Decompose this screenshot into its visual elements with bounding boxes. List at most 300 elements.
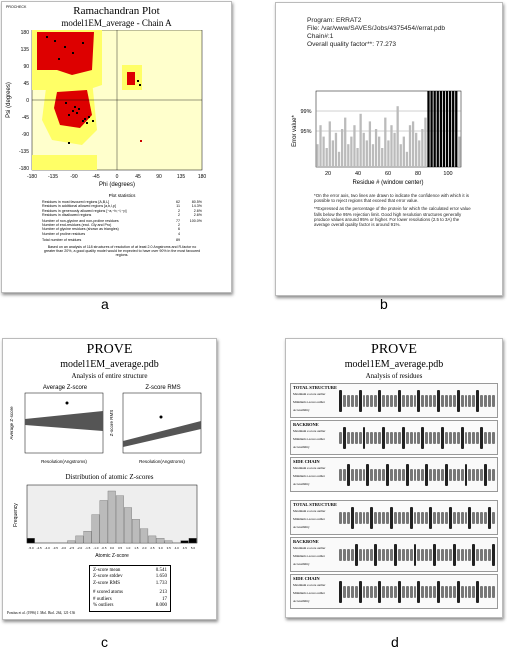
residue-cell (363, 395, 366, 407)
stats-label: Total number of residues (42, 237, 82, 242)
svg-text:135: 135 (176, 174, 186, 180)
residue-cell (437, 432, 440, 444)
svg-text:45: 45 (135, 174, 141, 180)
residue-cell (472, 469, 475, 481)
residue-cell (390, 549, 393, 561)
residue-cell (421, 469, 424, 481)
residue-cell (465, 395, 468, 407)
row-label: Accessibility (293, 599, 310, 603)
plot-statistics (42, 194, 202, 258)
residue-cell (363, 586, 366, 598)
errat-note-1: *On the error axis, two lines are drawn to indicate the confidence with which it is possible to reject regions that exceed that error value. (314, 193, 469, 204)
svg-text:-180: -180 (26, 174, 38, 180)
residue-cell (465, 512, 468, 524)
residue-cell (492, 469, 495, 481)
errat-bar (434, 91, 436, 167)
residue-cell (414, 586, 417, 598)
residue-cell (398, 390, 401, 412)
row-label: Minimum z-score outlier (293, 437, 325, 441)
errat-bar (400, 144, 402, 167)
residue-cell (351, 549, 354, 561)
zscore-plots (3, 381, 216, 471)
svg-text:-90: -90 (70, 174, 78, 180)
stats-pct: 100.0% (189, 219, 202, 224)
dist-bar (181, 541, 189, 543)
residue-cell (355, 512, 358, 524)
dist-bar (132, 519, 140, 543)
errat-bar (381, 148, 383, 167)
line-99-label: 99% (300, 109, 312, 115)
residue-cell (472, 544, 475, 566)
dist-bar (140, 529, 148, 543)
residue-cell (488, 507, 491, 529)
stats-row (42, 238, 202, 242)
prove-stat-label: # outliers (93, 596, 112, 602)
residue-cell (366, 512, 369, 524)
ramachandran-plot (2, 30, 231, 190)
stats-label: Residues in disallowed regions (42, 212, 92, 217)
row-label: Maximum z-score outlier (293, 546, 326, 550)
row-label: Maximum z-score outlier (293, 509, 326, 513)
residue-cell (390, 395, 393, 407)
residue-cell (417, 549, 420, 561)
residue-cell (359, 549, 362, 561)
prove-stat-value: 0.541 (155, 568, 167, 573)
prove-stat-label: Z-score RMS (93, 580, 121, 586)
stats-count: 4 (178, 231, 180, 236)
residue-cell (386, 432, 389, 444)
residue-cell (363, 469, 366, 481)
dist-bar (76, 536, 84, 543)
residue-cell (429, 549, 432, 561)
errat-bar (338, 152, 340, 167)
residue-cell (402, 549, 405, 561)
residue-cell (347, 464, 350, 486)
residue-cell (347, 432, 350, 444)
residue-cell (370, 586, 373, 598)
residue-cell (425, 512, 428, 524)
residue-cell (394, 395, 397, 407)
dist-tick: -0.5 (101, 546, 107, 550)
residue-cell (378, 512, 381, 524)
caption-d: d (391, 634, 399, 650)
residue-cell (351, 507, 354, 529)
stats-pct: 14.3% (191, 204, 202, 209)
prove-stat-value: 1.650 (155, 574, 167, 580)
residue-cell (488, 549, 491, 561)
residue-cell (394, 544, 397, 566)
section-label: TOTAL STRUCTURE (293, 502, 337, 507)
stats-label: Residues in most favoured regions [A,B,L] (42, 200, 110, 205)
errat-ylabel: Error value* (292, 115, 298, 147)
residue-cell (425, 549, 428, 561)
stats-count: 62 (176, 200, 180, 205)
dist-bar (92, 515, 100, 543)
residue-cell (355, 469, 358, 481)
residue-cell (445, 395, 448, 407)
residue-cell (465, 464, 468, 486)
avg-zscore-ylabel: Average Z-score (9, 406, 14, 440)
residue-cell (402, 586, 405, 598)
errat-note-2: **Expressed as the percentage of the protein for which the calculated error value falls below the 95% rejection limit. Good high resolution structures generally produce values around 95% or higher. For lower resolutions (2.5 to 3A) the average overall quality factor is around 91%. (314, 206, 471, 228)
residue-cell (480, 512, 483, 524)
stats-pct (180, 232, 202, 236)
residue-section (290, 420, 498, 455)
residue-strip (339, 461, 495, 488)
errat-bar (415, 133, 417, 167)
residue-cell (351, 469, 354, 481)
residue-cell (406, 395, 409, 407)
svg-text:90: 90 (156, 174, 162, 180)
residue-cell (433, 512, 436, 524)
section-label: SIDE CHAIN (293, 459, 320, 464)
svg-text:-180: -180 (18, 166, 29, 172)
svg-text:180: 180 (20, 30, 29, 36)
residue-cell (343, 469, 346, 481)
stats-count: 2 (178, 223, 180, 228)
rms-zscore-xlabel: Resolution(Angstroms) (139, 459, 185, 464)
stats-label: Number of non-glycine and non-proline residues (42, 219, 119, 224)
errat-bar (378, 137, 380, 167)
residue-cell (480, 586, 483, 598)
errat-bar (406, 152, 408, 167)
residue-cell (417, 469, 420, 481)
residue-cell (429, 507, 432, 529)
residue-cell (441, 586, 444, 598)
residue-cell (417, 432, 420, 444)
residue-cell (457, 549, 460, 561)
residue-cell (445, 464, 448, 486)
svg-text:-135: -135 (18, 149, 29, 155)
residue-cell (351, 432, 354, 444)
errat-bar (322, 137, 324, 167)
errat-bar (412, 121, 414, 167)
residue-cell (410, 432, 413, 444)
section-label: BACKBONE (293, 539, 319, 544)
residue-cell (445, 586, 448, 598)
svg-text:-45: -45 (21, 115, 29, 121)
residue-cell (386, 549, 389, 561)
psi-ticks (19, 30, 29, 172)
row-label: Minimum z-score outlier (293, 400, 325, 404)
errat-bar (443, 91, 445, 167)
errat-bar (372, 144, 374, 167)
residue-cell (347, 512, 350, 524)
row-label: Accessibility (293, 525, 310, 529)
residue-cell (398, 469, 401, 481)
residue-cell (406, 464, 409, 486)
row-label: Maximum z-score outlier (293, 429, 326, 433)
errat-bar (390, 125, 392, 167)
residue-cell (378, 432, 381, 444)
dist-bar (157, 538, 165, 543)
residue-cell (394, 512, 397, 524)
errat-bar (332, 140, 334, 167)
dist-title: Distribution of atomic Z-scores (65, 473, 154, 481)
prove-stat-value: 213 (159, 590, 167, 596)
residue-cell (453, 586, 456, 598)
residue-cell (402, 512, 405, 524)
prove-structure-panel (2, 338, 217, 620)
residue-cell (465, 586, 468, 598)
row-label: Minimum z-score outlier (293, 517, 325, 521)
row-label: Maximum z-score outlier (293, 392, 326, 396)
stats-count: 89 (176, 237, 180, 242)
errat-chart (276, 51, 502, 204)
dist-tick: 2.5 (150, 546, 155, 550)
dist-tick: 3.0 (158, 546, 163, 550)
stats-pct: 2.6% (193, 212, 202, 217)
psi-axis-label: Psi (degrees) (6, 82, 12, 118)
row-label: Accessibility (293, 408, 310, 412)
errat-xlabel: Residue # (window center) (352, 180, 424, 186)
svg-text:-90: -90 (21, 132, 29, 138)
dist-tick: 1.5 (134, 546, 139, 550)
residue-cell (382, 469, 385, 481)
errat-panel (275, 2, 503, 296)
residue-cell (429, 469, 432, 481)
residue-cell (433, 469, 436, 481)
errat-xticks (325, 171, 453, 177)
prove-stat-label: Z-score stddev (93, 574, 123, 580)
residue-cell (410, 395, 413, 407)
dist-tick: 3.5 (166, 546, 171, 550)
caption-a: a (101, 296, 109, 312)
dist-tick: 4.5 (182, 546, 187, 550)
residue-cell (484, 464, 487, 486)
residue-cell (386, 512, 389, 524)
stats-count: 77 (176, 219, 180, 224)
residue-cell (425, 586, 428, 598)
prove-stat-row (93, 603, 167, 609)
residue-cell (453, 512, 456, 524)
dist-bar (165, 541, 173, 543)
stats-label: Number of proline residues (42, 231, 86, 236)
residue-cell (398, 549, 401, 561)
residue-cell (437, 512, 440, 524)
residue-cell (359, 512, 362, 524)
dist-tick: -4.5 (36, 546, 42, 550)
errat-bar (397, 106, 399, 167)
prove-subtitle-d: Analysis of residues (365, 372, 423, 380)
avg-zscore-xlabel: Resolution(Angstroms) (41, 459, 87, 464)
phi-axis-label: Phi (degrees) (98, 182, 136, 188)
stats-label: Residues in additional allowed regions [a,b,l,p] (42, 204, 116, 209)
zscore-stats-box (89, 565, 171, 612)
residue-cell (374, 395, 377, 407)
residue-strip (339, 387, 495, 414)
residue-cell (351, 586, 354, 598)
errat-bar (319, 125, 321, 167)
stats-row (42, 232, 202, 236)
residue-cell (468, 586, 471, 598)
residue-cell (429, 432, 432, 444)
errat-chain: Chain#:1 (307, 33, 334, 40)
residue-cell (339, 469, 342, 481)
residue-cell (406, 586, 409, 598)
residue-cell (453, 395, 456, 407)
errat-bar (344, 118, 346, 167)
errat-bar (440, 91, 442, 167)
errat-bar (427, 91, 429, 167)
row-label: Accessibility (293, 562, 310, 566)
residue-cell (453, 469, 456, 481)
errat-bar (384, 118, 386, 167)
residue-cell (374, 544, 377, 566)
residue-cell (359, 581, 362, 603)
prove-title-d: PROVE (371, 342, 417, 357)
residue-cell (449, 469, 452, 481)
residue-section (290, 383, 498, 418)
residue-cell (476, 512, 479, 524)
residue-cell (355, 395, 358, 407)
residue-cell (480, 395, 483, 407)
residue-cell (441, 469, 444, 481)
svg-text:20: 20 (324, 171, 332, 177)
residue-cell (363, 549, 366, 561)
residue-cell (378, 581, 381, 603)
residue-cell (437, 469, 440, 481)
residue-cell (476, 469, 479, 481)
row-label: Maximum z-score outlier (293, 583, 326, 587)
residue-cell (374, 469, 377, 481)
dist-tick: 0.0 (109, 546, 115, 550)
dist-tick: -5.0 (28, 546, 34, 550)
errat-bar (369, 121, 371, 167)
avg-zscore-title: Average Z-score (42, 385, 88, 391)
errat-bar (341, 129, 343, 167)
residue-cell (390, 469, 393, 481)
dist-bar (100, 500, 108, 543)
residue-strip (339, 424, 495, 451)
residue-cell (402, 395, 405, 407)
residue-cell (359, 432, 362, 444)
residue-cell (492, 512, 495, 524)
residue-cell (441, 395, 444, 407)
line-95-label: 95% (300, 129, 312, 135)
svg-text:0: 0 (26, 98, 29, 104)
residue-cell (484, 586, 487, 598)
dist-bar (67, 541, 75, 543)
residue-cell (441, 512, 444, 524)
dist-tick: -1.5 (85, 546, 91, 550)
row-label: Minimum z-score outlier (293, 474, 325, 478)
residue-cell (414, 432, 417, 444)
svg-text:-135: -135 (47, 174, 59, 180)
corner-tag: PROCHECK (6, 5, 27, 9)
errat-bar (359, 114, 361, 167)
residue-cell (370, 395, 373, 407)
residue-cell (421, 549, 424, 561)
residue-cell (484, 432, 487, 444)
prove-stat-value: 8.000 (155, 603, 167, 609)
residue-strip (339, 504, 495, 531)
row-label: Accessibility (293, 482, 310, 486)
svg-text:45: 45 (23, 81, 29, 87)
residue-cell (370, 469, 373, 481)
residue-sections (290, 383, 498, 611)
errat-bar (350, 137, 352, 167)
residue-cell (488, 586, 491, 598)
residue-cell (366, 432, 369, 444)
stats-count: 2 (178, 208, 180, 213)
residue-cell (476, 390, 479, 412)
residue-cell (421, 427, 424, 449)
errat-bar (375, 129, 377, 167)
errat-bar (449, 91, 451, 167)
residue-cell (492, 544, 495, 566)
residue-cell (359, 390, 362, 412)
errat-bar (437, 91, 439, 167)
errat-bar (424, 118, 426, 167)
residue-cell (421, 512, 424, 524)
residue-cell (414, 544, 417, 566)
stats-table (42, 200, 202, 242)
residue-cell (370, 549, 373, 561)
residue-cell (472, 512, 475, 524)
residue-cell (414, 395, 417, 407)
residue-cell (472, 432, 475, 444)
dist-bar (148, 536, 156, 543)
dist-bar (27, 538, 35, 543)
residue-cell (457, 512, 460, 524)
svg-text:100: 100 (443, 171, 453, 177)
stats-footnote: Based on an analysis of 118 structures of resolution of at least 2.0 Angstroms and R-factor no greater than 20%, a good quality model would be expected to have over 90% in the most favoured regions. (43, 245, 201, 258)
errat-bar (329, 121, 331, 167)
residue-cell (433, 544, 436, 566)
residue-cell (453, 544, 456, 566)
prove-stat-label: Z-score mean (93, 568, 121, 573)
dist-tick: 5.0 (190, 546, 196, 550)
stats-count: 2 (178, 212, 180, 217)
residue-cell (421, 586, 424, 598)
residue-cell (394, 469, 397, 481)
residue-cell (339, 581, 342, 603)
svg-text:80: 80 (414, 171, 422, 177)
residue-cell (445, 512, 448, 524)
residue-section (290, 457, 498, 492)
zscore-distribution (3, 481, 216, 561)
residue-cell (417, 581, 420, 603)
residue-cell (414, 512, 417, 524)
residue-cell (363, 427, 366, 449)
errat-bar (409, 125, 411, 167)
residue-cell (398, 432, 401, 444)
residue-cell (378, 549, 381, 561)
errat-bar (335, 133, 337, 167)
dist-tick: -3.0 (60, 546, 67, 550)
dist-ylabel: Frequency (13, 503, 19, 527)
residue-cell (492, 586, 495, 598)
residue-cell (437, 390, 440, 412)
residue-cell (468, 432, 471, 444)
row-label: Accessibility (293, 445, 310, 449)
prove-subtitle-c: Analysis of entire structure (71, 372, 148, 380)
dist-tick: 2.0 (142, 546, 147, 550)
residue-cell (461, 549, 464, 561)
residue-cell (343, 586, 346, 598)
residue-cell (468, 507, 471, 529)
residue-cell (398, 581, 401, 603)
residue-cell (406, 432, 409, 444)
section-label: TOTAL STRUCTURE (293, 385, 337, 390)
residue-cell (488, 469, 491, 481)
svg-text:40: 40 (354, 171, 362, 177)
residue-cell (429, 586, 432, 598)
residue-strip (339, 578, 495, 605)
row-label: Minimum z-score outlier (293, 591, 325, 595)
residue-cell (449, 395, 452, 407)
